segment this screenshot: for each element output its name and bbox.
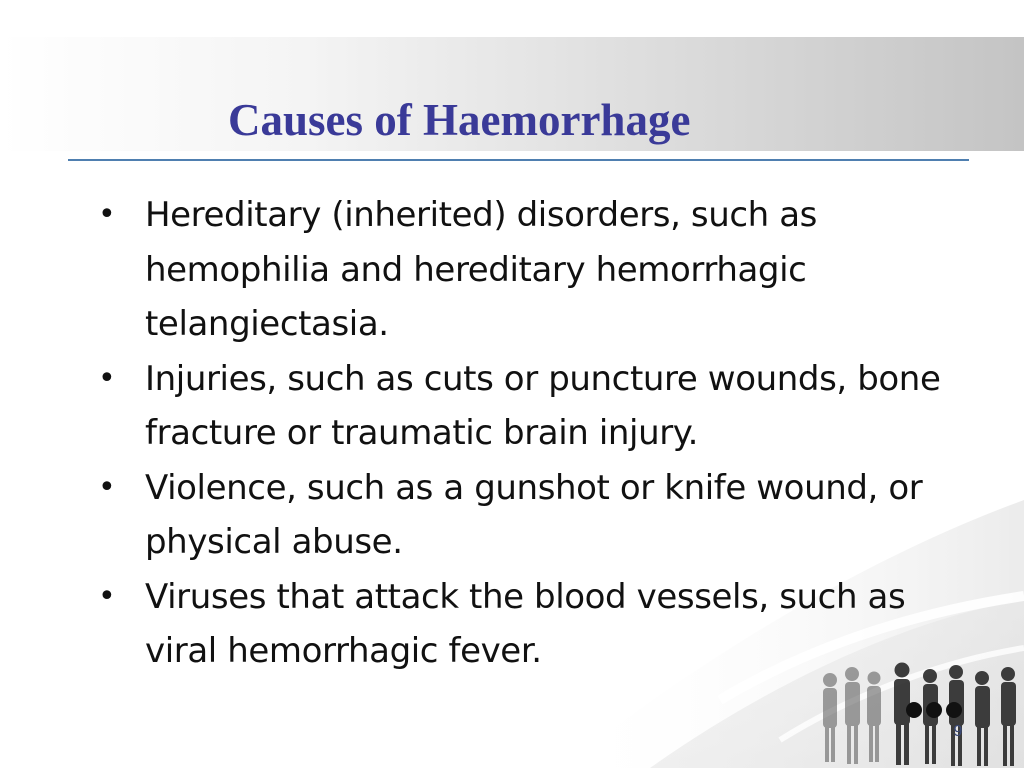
bullet-icon: • bbox=[98, 469, 116, 505]
bullet-item bbox=[90, 352, 950, 461]
title-divider bbox=[68, 159, 969, 161]
bullet-text: Viruses that attack the blood vessels, such as viral hemorrhagic fever. bbox=[145, 576, 906, 671]
bullet-item bbox=[90, 461, 950, 570]
bullet-icon: • bbox=[98, 578, 116, 614]
bullet-item bbox=[90, 188, 950, 352]
navigation-dots-icon bbox=[904, 700, 964, 720]
bullet-text: Hereditary (inherited) disorders, such as hemophilia and hereditary hemorrhagic telangiectasia. bbox=[145, 195, 817, 344]
bullet-icon: • bbox=[98, 197, 116, 232]
bullet-text: Violence, such as a gunshot or knife wound, or physical abuse. bbox=[145, 467, 923, 562]
page-number: 9 bbox=[953, 723, 963, 740]
bullet-icon: • bbox=[98, 360, 116, 396]
slide-title: Causes of Haemorrhage bbox=[228, 95, 691, 145]
bullet-text: Injuries, such as cuts or puncture wounds, bone fracture or traumatic brain injury. bbox=[145, 358, 941, 453]
bullet-list bbox=[90, 188, 950, 679]
